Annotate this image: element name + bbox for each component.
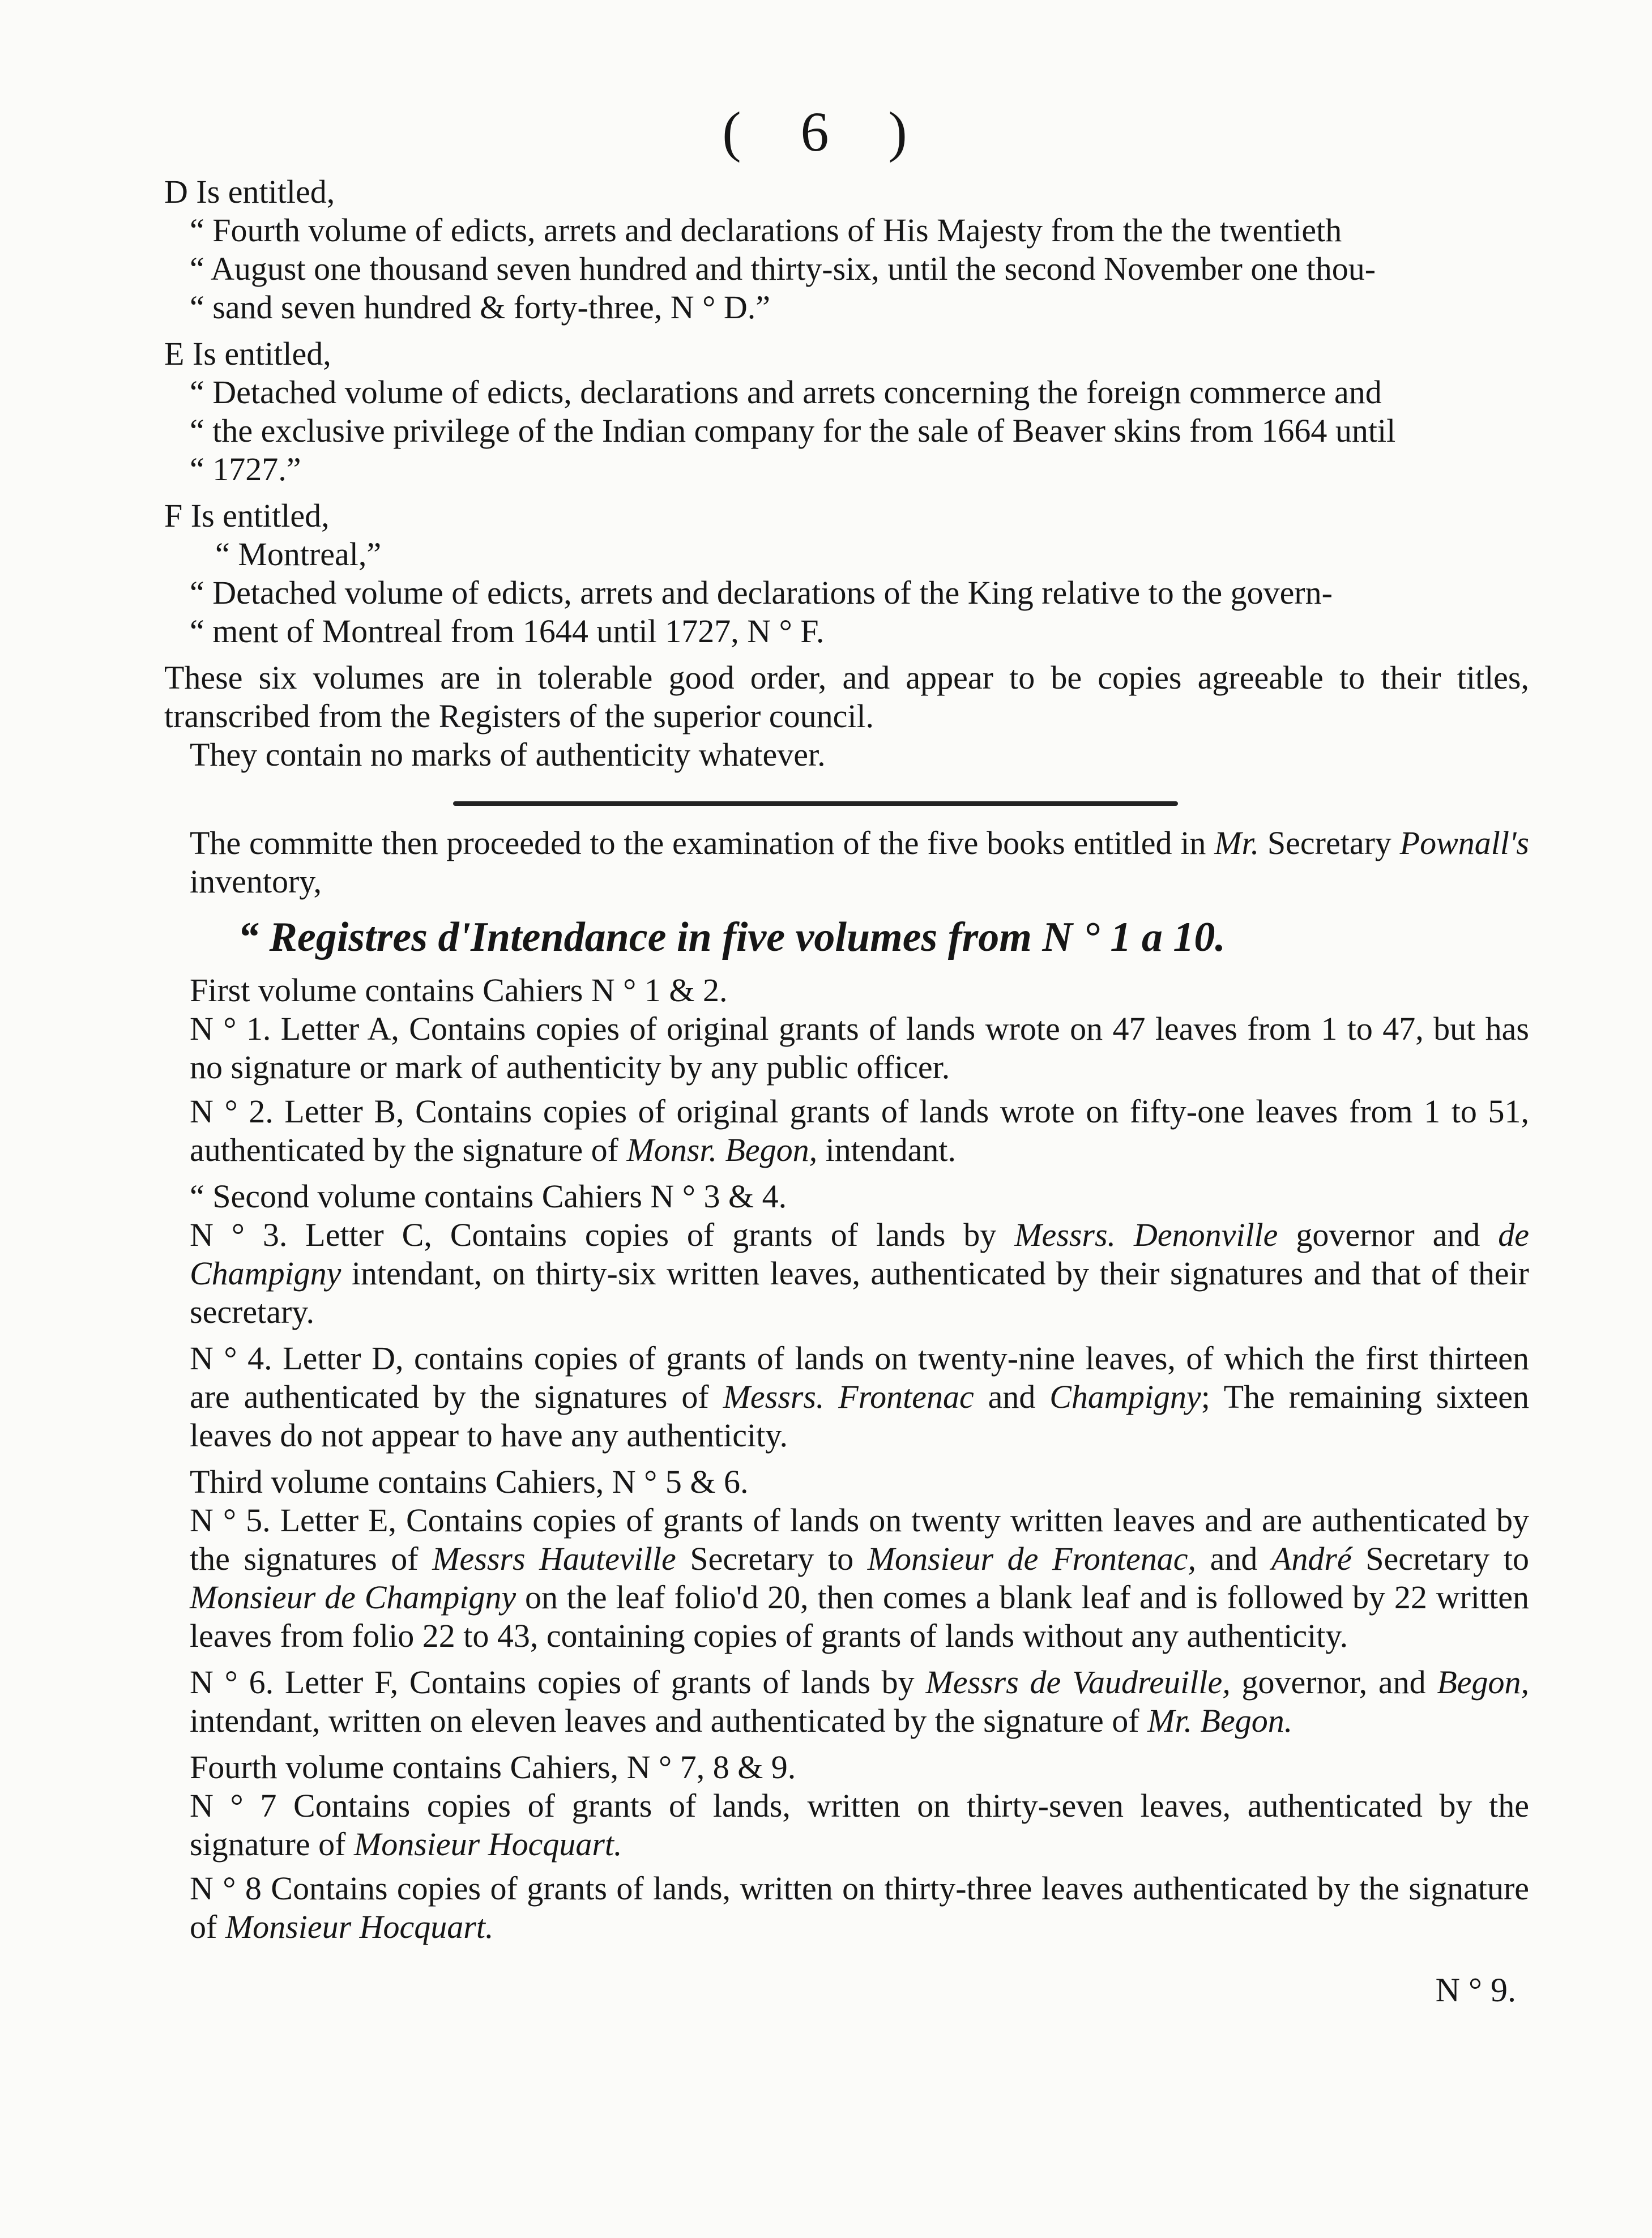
catchword: N ° 9. xyxy=(1435,1971,1516,2009)
cahier-4-name-1: Messrs. Frontenac xyxy=(723,1378,974,1415)
volume-4-heading: Fourth volume contains Cahiers, N ° 7, 8 & 9. xyxy=(190,1749,796,1786)
cahier-2 xyxy=(164,1092,1529,1169)
registres-heading: “ Registres d'Intendance in five volumes from N ° 1 a 10. xyxy=(238,914,1226,960)
cahier-5-text-b: Secretary to xyxy=(676,1540,868,1577)
entry-e-label: E Is entitled, xyxy=(164,335,331,372)
cahier-7-text-a: N ° 7 Contains copies of grants of lands, written on thirty-seven leaves, authenticated by the signature of xyxy=(190,1787,1529,1863)
cahier-8 xyxy=(164,1869,1529,1946)
cahier-5 xyxy=(164,1501,1529,1655)
cahier-6-text-b: governor, and xyxy=(1230,1664,1437,1701)
cahier-4 xyxy=(164,1339,1529,1455)
cahier-5-text-e: on the leaf folio'd 20, then comes a blank leaf and is followed by 22 written leaves from folio 22 to 43, containing copies of grants of lands without any authenticity. xyxy=(190,1579,1529,1654)
entry-e-title xyxy=(164,373,1529,489)
cahier-4-text-b: and xyxy=(974,1378,1050,1415)
entry-d-line: “ August one thousand seven hundred and thirty-six, until the second November one thou- xyxy=(190,250,1376,287)
cahier-2-text-a: N ° 2. Letter B, Contains copies of original grants of lands wrote on fifty-one leaves from 1 to 51, authenticated by the signature of xyxy=(190,1093,1529,1168)
cahier-6-text-a: N ° 6. Letter F, Contains copies of grants of lands by xyxy=(190,1664,926,1701)
cahier-4-text-c: ; The remaining sixteen leaves do not appear to have any authenticity. xyxy=(190,1378,1529,1454)
volume-1-heading: First volume contains Cahiers N ° 1 & 2. xyxy=(190,972,728,1009)
volume-2-heading: “ Second volume contains Cahiers N ° 3 & 4. xyxy=(190,1178,787,1215)
cahier-7-name: Monsieur Hocquart. xyxy=(353,1826,622,1863)
entry-d-label: D Is entitled, xyxy=(164,173,335,210)
cahier-2-name: Monsr. Begon, xyxy=(626,1131,818,1168)
cahier-5-name-2: Monsieur de Frontenac, xyxy=(867,1540,1196,1577)
cahier-5-name-3: André xyxy=(1271,1540,1352,1577)
cahier-6-name-3: Mr. Begon. xyxy=(1147,1702,1293,1739)
entry-e-line: “ Detached volume of edicts, declarations and arrets concerning the foreign commerce and xyxy=(190,374,1382,411)
cahier-4-name-2: Champigny xyxy=(1049,1378,1201,1415)
cahier-3-text-b: governor and xyxy=(1278,1216,1499,1253)
cahier-5-text-c: and xyxy=(1196,1540,1271,1577)
cahier-4-text-a: N ° 4. Letter D, contains copies of grants of lands on twenty-nine leaves, of which the first thirteen are authenticated by the signatures of xyxy=(190,1340,1529,1415)
cahier-3-text-c: intendant, on thirty-six written leaves, authenticated by their signatures and that of their secretary. xyxy=(190,1255,1529,1330)
cahier-1: N ° 1. Letter A, Contains copies of original grants of lands wrote on 47 leaves from 1 to 47, but has no signature or mark of authenticity by any public officer. xyxy=(190,1010,1529,1086)
cahier-3 xyxy=(164,1216,1529,1331)
committee-pownall: Pownall's xyxy=(1399,825,1529,861)
entry-f-subtitle: “ Montreal,” xyxy=(215,536,382,573)
committee-text-a: The committe then proceeded to the examination of the five books entitled in xyxy=(190,825,1215,861)
entry-e-line: “ the exclusive privilege of the Indian company for the sale of Beaver skins from 1664 until xyxy=(190,412,1396,449)
cahier-3-name-1: Messrs. Denonville xyxy=(1014,1216,1278,1253)
committee-text xyxy=(164,824,1529,901)
cahier-6-name-2: Begon, xyxy=(1437,1664,1529,1701)
cahier-6-text-c: intendant, written on eleven leaves and authenticated by the signature of xyxy=(190,1702,1148,1739)
summary-order: These six volumes are in tolerable good order, and appear to be copies agreeable to their titles, transcribed from the Registers of the superior council. xyxy=(164,659,1529,734)
cahier-6 xyxy=(164,1663,1529,1740)
entry-f-line: “ Detached volume of edicts, arrets and declarations of the King relative to the govern- xyxy=(190,574,1333,611)
volume-3-heading: Third volume contains Cahiers, N ° 5 & 6. xyxy=(190,1463,749,1500)
cahier-5-name-1: Messrs Hauteville xyxy=(432,1540,676,1577)
committee-text-b: Secretary xyxy=(1259,825,1400,861)
committee-paragraph xyxy=(164,824,1529,901)
page-number: ( 6 ) xyxy=(722,100,930,163)
entry-f-line: “ ment of Montreal from 1644 until 1727, N ° F. xyxy=(190,613,825,650)
cahier-5-name-4: Monsieur de Champigny xyxy=(190,1579,516,1616)
cahier-7 xyxy=(164,1787,1529,1864)
cahier-8-text-a: N ° 8 Contains copies of grants of lands, written on thirty-three leaves authenticated by the signature of xyxy=(190,1870,1529,1945)
cahiers-section xyxy=(164,971,1529,1946)
cahier-6-name-1: Messrs de Vaudreuille, xyxy=(925,1664,1231,1701)
committee-mr: Mr. xyxy=(1214,825,1260,861)
cahier-3-text-a: N ° 3. Letter C, Contains copies of grants of lands by xyxy=(190,1216,1015,1253)
entry-d-line: “ Fourth volume of edicts, arrets and declarations of His Majesty from the the twentieth xyxy=(190,212,1342,249)
cahier-2-text-b: intendant. xyxy=(817,1131,956,1168)
entry-d-line: “ sand seven hundred & forty-three, N ° D.” xyxy=(190,289,770,326)
cahier-5-text-d: Secretary to xyxy=(1351,1540,1530,1577)
entry-d-title xyxy=(164,211,1529,327)
entry-f-title xyxy=(164,535,1529,651)
committee-text-c: inventory, xyxy=(190,863,322,900)
entry-f-label: F Is entitled, xyxy=(164,497,330,534)
summary-marks: They contain no marks of authenticity whatever. xyxy=(190,736,826,773)
entry-e-line: “ 1727.” xyxy=(190,451,301,488)
cahier-5-text-a: N ° 5. Letter E, Contains copies of grants of lands on twenty written leaves and are authenticated by the signatures of xyxy=(190,1502,1529,1577)
cahier-3-name-2: de Champigny xyxy=(190,1216,1529,1292)
section-divider xyxy=(453,801,1178,806)
volume-entries-upper xyxy=(164,173,1529,774)
cahier-8-name: Monsieur Hocquart. xyxy=(225,1908,494,1945)
